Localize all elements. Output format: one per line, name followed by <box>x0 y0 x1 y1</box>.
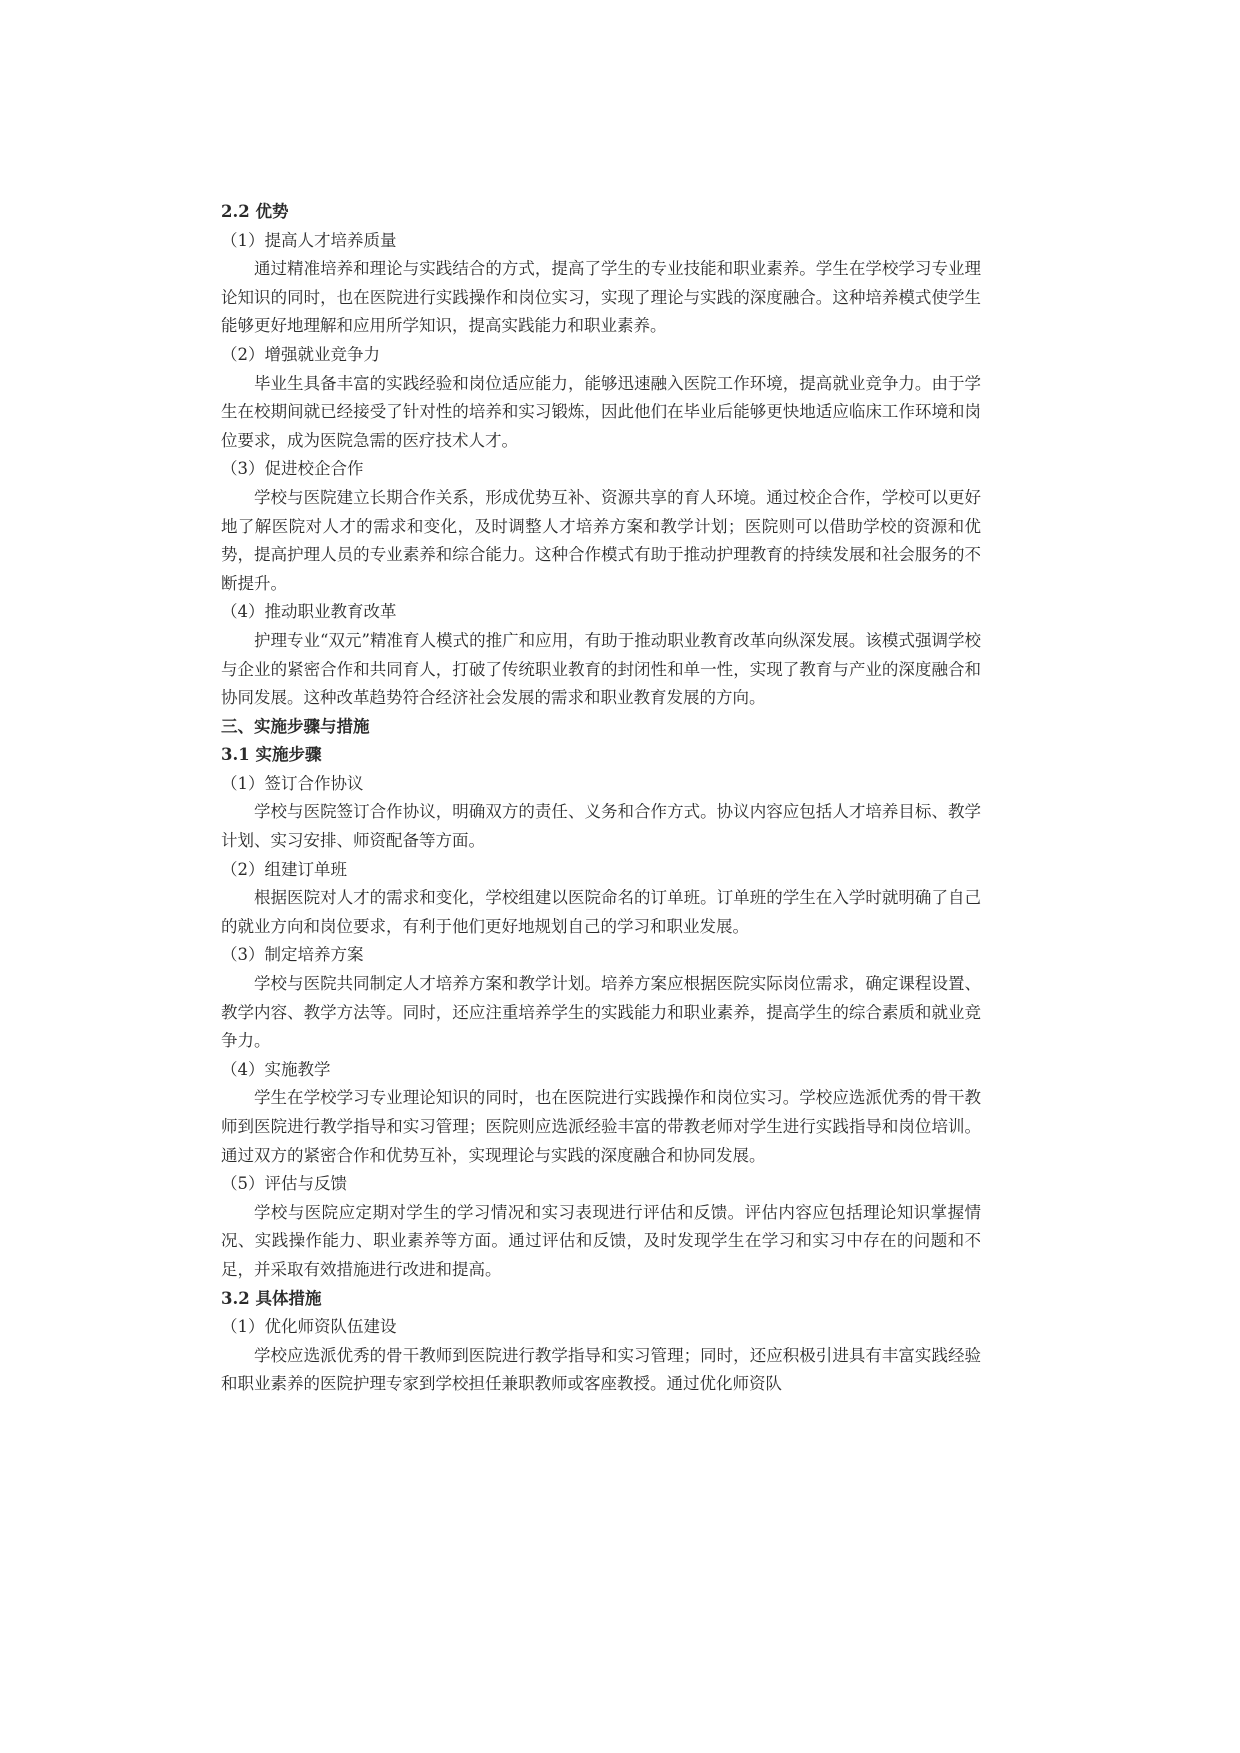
subheading-1: （1）提高人才培养质量 <box>221 230 397 250</box>
paragraph-9: 学校与医院应定期对学生的学习情况和实习表现进行评估和反馈。评估内容应包括理论知识掌握情况、实践操作能力、职业素养等方面。通过评估和反馈，及时发现学生在学习和实习中存在的问题和不足，并采取有效措施进行改进和提高。 <box>221 1202 981 1279</box>
paragraph-7: 学校与医院共同制定人才培养方案和教学计划。培养方案应根据医院实际岗位需求，确定课程设置、教学内容、教学方法等。同时，还应注重培养学生的实践能力和职业素养，提高学生的综合素质和就业竞争力。 <box>221 974 981 1051</box>
paragraph-8: 学生在学校学习专业理论知识的同时，也在医院进行实践操作和岗位实习。学校应选派优秀的骨干教师到医院进行教学指导和实习管理；医院则应选派经验丰富的带教老师对学生进行实践指导和岗位培训。通过双方的紧密合作和优势互补，实现理论与实践的深度融合和协同发展。 <box>221 1088 981 1165</box>
subheading-7: （3）制定培养方案 <box>221 945 364 965</box>
subheading-6: （2）组建订单班 <box>221 859 347 879</box>
paragraph-3: 学校与医院建立长期合作关系，形成优势互补、资源共享的育人环境。通过校企合作，学校可以更好地了解医院对人才的需求和变化，及时调整人才培养方案和教学计划；医院则可以借助学校的资源和优势，提高护理人员的专业素养和综合能力。这种合作模式有助于推动护理教育的持续发展和社会服务的不断提升。 <box>221 487 981 593</box>
section-heading-3-1: 3.1 实施步骤 <box>221 745 322 765</box>
section-heading-2-2: 2.2 优势 <box>221 202 289 221</box>
subheading-10: （1）优化师资队伍建设 <box>221 1317 397 1337</box>
document-page <box>221 198 981 1399</box>
paragraph-4: 护理专业“双元”精准育人模式的推广和应用，有助于推动职业教育改革向纵深发展。该模式强调学校与企业的紧密合作和共同育人，打破了传统职业教育的封闭性和单一性，实现了教育与产业的深度融合和协同发展。这种改革趋势符合经济社会发展的需求和职业教育发展的方向。 <box>221 630 981 708</box>
subheading-3: （3）促进校企合作 <box>221 459 364 479</box>
paragraph-6: 根据医院对人才的需求和变化，学校组建以医院命名的订单班。订单班的学生在入学时就明确了自己的就业方向和岗位要求，有利于他们更好地规划自己的学习和职业发展。 <box>221 888 981 936</box>
subheading-4: （4）推动职业教育改革 <box>221 602 397 622</box>
subheading-2: （2）增强就业竞争力 <box>221 344 380 364</box>
subheading-8: （4）实施教学 <box>221 1059 331 1079</box>
section-heading-3: 三、实施步骤与措施 <box>221 716 370 736</box>
paragraph-5: 学校与医院签订合作协议，明确双方的责任、义务和合作方式。协议内容应包括人才培养目标、教学计划、实习安排、师资配备等方面。 <box>221 802 981 851</box>
paragraph-1: 通过精准培养和理论与实践结合的方式，提高了学生的专业技能和职业素养。学生在学校学习专业理论知识的同时，也在医院进行实践操作和岗位实习，实现了理论与实践的深度融合。这种培养模式使学生能够更好地理解和应用所学知识，提高实践能力和职业素养。 <box>221 259 981 336</box>
paragraph-10: 学校应选派优秀的骨干教师到医院进行教学指导和实习管理；同时，还应积极引进具有丰富实践经验和职业素养的医院护理专家到学校担任兼职教师或客座教授。通过优化师资队 <box>221 1345 981 1394</box>
subheading-5: （1）签订合作协议 <box>221 773 364 793</box>
paragraph-2: 毕业生具备丰富的实践经验和岗位适应能力，能够迅速融入医院工作环境，提高就业竞争力。由于学生在校期间就已经接受了针对性的培养和实习锻炼，因此他们在毕业后能够更快地适应临床工作环境和岗位要求，成为医院急需的医疗技术人才。 <box>221 373 981 450</box>
section-heading-3-2: 3.2 具体措施 <box>221 1288 322 1308</box>
subheading-9: （5）评估与反馈 <box>221 1174 347 1194</box>
